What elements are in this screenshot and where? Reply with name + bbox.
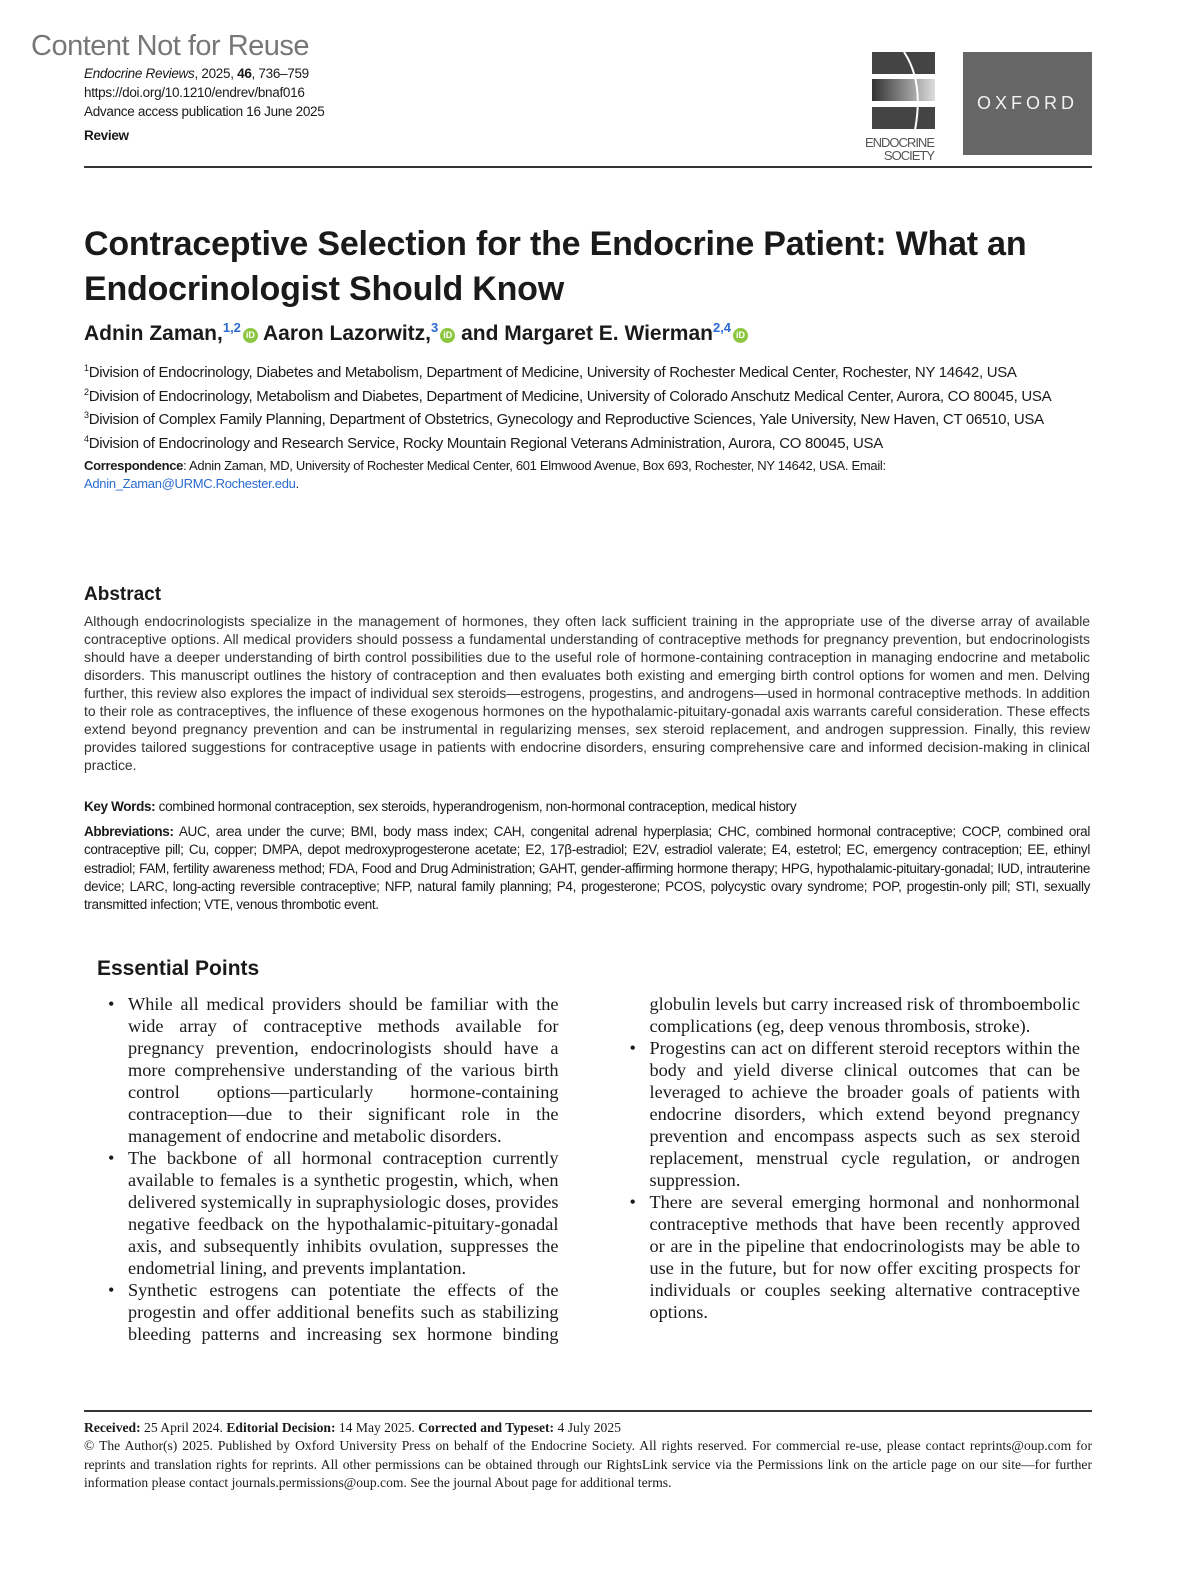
header-divider	[84, 166, 1092, 168]
publication-history: Received: 25 April 2024. Editorial Decision: 14 May 2025. Corrected and Typeset: 4 July 2025 © The Author(s) 2025. Published by Oxford University Press on behalf of the Endocrine Society. All rights reserved. For commercial re-use, please contact reprints@oup.com for reprints and translation rights for reprints. All other permissions can be obtained through our RightsLink service via the Permissions link on the article page on our site—for further information please contact journals.permissions@oup.com. See the journal About page for additional terms.	[84, 1419, 1092, 1492]
affiliation: $^3$Division of Complex Family Planning, Department of Obstetrics, Gynecology and Reproductive Sciences, Yale University, New Haven, CT 06510, USA	[84, 410, 1044, 428]
keywords: Key Words: combined hormonal contraception, sex steroids, hyperandrogenism, non-hormonal contraception, medical history	[84, 799, 797, 814]
svg-text:SOCIETY: SOCIETY	[883, 148, 934, 162]
list-item: • The backbone of all hormonal contraception currently available to females is a synthetic progestin, which, when delivered systemically in supraphysiologic doses, provides negative feedback on the hypothalamic-pituitary-gonadal axis, and subsequently inhibits ovulation, suppresses the endometrial lining, and prevents implantation.	[105, 1147, 559, 1279]
watermark: Content Not for Reuse	[31, 30, 310, 62]
doi-link[interactable]: https://doi.org/10.1210/endrev/bnaf016	[84, 85, 305, 100]
author[interactable]: and Margaret E. Wierman$^{2,4}$ iD	[461, 322, 748, 345]
footer-divider	[84, 1410, 1092, 1412]
orcid-icon[interactable]: iD	[733, 328, 748, 343]
list-item: • Synthetic estrogens can potentiate the effects of the progestin and offer additional benefits such as stabilizing bleeding patterns and increasing sex hormone binding globulin levels but carry increased risk of thromboembolic complications (eg, deep venous thrombosis, stroke).	[105, 993, 1080, 1373]
svg-text:ENDOCRINE: ENDOCRINE	[864, 135, 934, 150]
essential-points-heading: Essential Points	[97, 957, 260, 980]
copyright: © The Author(s) 2025. Published by Oxford University Press on behalf of the Endocrine Society. All rights reserved. For commercial re-use, please contact reprints@oup.com for reprints and translation rights for reprints. All other permissions can be obtained through our RightsLink service via the Permissions link on the article page on our site—for further information please contact journals.permissions@oup.com. See the journal About page for additional terms.	[84, 1438, 1092, 1490]
correspondence: Correspondence: Adnin Zaman, MD, University of Rochester Medical Center, 601 Elmwood Avenue, Box 693, Rochester, NY 14642, USA. Email: Adnin_Zaman@URMC.Rochester.edu.	[84, 458, 886, 491]
advance-access: Advance access publication 16 June 2025	[84, 104, 325, 119]
abbreviations: Abbreviations: AUC, area under the curve; BMI, body mass index; CAH, congenital adrenal hyperplasia; CHC, combined hormonal contraceptive; COCP, combined oral contraceptive pill; Cu, copper; DMPA, depot medroxyprogesterone acetate; E2, 17β-estradiol; E2V, estradiol valerate; E4, estetrol; EC, emergency contraception; EE, ethinyl estradiol; FAM, fertility awareness method; FDA, Food and Drug Administration; GAHT, gender-affirming hormone therapy; HPG, hypothalamic-pituitary-gonadal; IUD, intrauterine device; LARC, long-acting reversible contraceptive; NFP, natural family planning; P4, progesterone; PCOS, polycystic ovary syndrome; POP, progestin-only pill; STI, sexually transmitted infection; VTE, venous thrombotic event.	[84, 824, 1090, 913]
list-item: • Progestins can act on different steroid receptors within the body and yield diverse clinical outcomes that can be leveraged to achieve the broader goals of patients with endocrine disorders, which extend beyond pregnancy prevention and encompass aspects such as sex steroid replacement, menstrual cycle regulation, or androgen suppression.	[627, 1037, 1081, 1191]
endocrine-society-logo	[848, 52, 938, 162]
author-list	[84, 320, 748, 346]
essential-points-list	[105, 993, 1080, 1373]
list-item: • While all medical providers should be familiar with the wide array of contraceptive methods available for pregnancy prevention, endocrinologists should have a more comprehensive understanding of the various birth control options—particularly hormone-containing contraception—due to their significant role in the management of endocrine and metabolic disorders.	[105, 993, 559, 1147]
abstract-heading: Abstract	[84, 584, 162, 605]
affiliation: $^4$Division of Endocrinology and Research Service, Rocky Mountain Regional Veterans Administration, Aurora, CO 80045, USA	[84, 433, 883, 452]
email-link[interactable]: Adnin_Zaman@URMC.Rochester.edu	[84, 476, 296, 491]
oxford-logo: OXFORD	[963, 52, 1092, 155]
affiliations	[84, 359, 1092, 493]
orcid-icon[interactable]: iD	[440, 328, 455, 343]
article-meta	[84, 64, 324, 145]
author[interactable]: Aaron Lazorwitz,$^3$ iD	[263, 322, 455, 345]
affiliation: $^1$Division of Endocrinology, Diabetes and Metabolism, Department of Medicine, University of Rochester Medical Center, Rochester, NY 14642, USA	[84, 363, 1017, 381]
article-type: Review	[84, 128, 129, 143]
affiliation: $^2$Division of Endocrinology, Metabolism and Diabetes, Department of Medicine, University of Colorado Anschutz Medical Center, Aurora, CO 80045, USA	[84, 386, 1052, 405]
author[interactable]: Adnin Zaman,$^{1,2}$ iD	[84, 322, 258, 345]
orcid-icon[interactable]: iD	[243, 328, 258, 343]
list-item: • There are several emerging hormonal and nonhormonal contraceptive methods that have been recently approved or are in the pipeline that endocrinologists may be able to use in the future, but for now offer exciting prospects for individuals or couples seeking alternative contraceptive options.	[627, 1191, 1081, 1323]
abstract-text: Although endocrinologists specialize in the management of hormones, they often lack sufficient training in the appropriate use of the diverse array of available contraceptive options. All medical providers should possess a fundamental understanding of contraceptive methods for pregnancy prevention, but endocrinologists should have a deeper understanding of birth control possibilities due to the useful role of hormone-containing contraception in managing endocrine and metabolic disorders. This manuscript outlines the history of contraception and then evaluates both existing and emerging birth control options for women and men. Delving further, this review also explores the impact of individual sex steroids—estrogens, progestins, and androgens—used in hormonal contraceptive methods. In addition to their role as contraceptives, the influence of these exogenous hormones on the hypothalamic-pituitary-gonadal axis warrants careful consideration. These effects extend beyond pregnancy prevention and can be instrumental in regularizing menses, sex steroid replacement, and androgen suppression. Finally, this review provides tailored suggestions for contraceptive usage in patients with endocrine disorders, ensuring comprehensive care and informed decision-making in clinical practice.	[84, 613, 1090, 773]
citation: Endocrine Reviews, 2025, 46, 736–759	[84, 66, 309, 81]
article-title: Contraceptive Selection for the Endocrine Patient: What an Endocrinologist Should Know	[84, 225, 1027, 308]
